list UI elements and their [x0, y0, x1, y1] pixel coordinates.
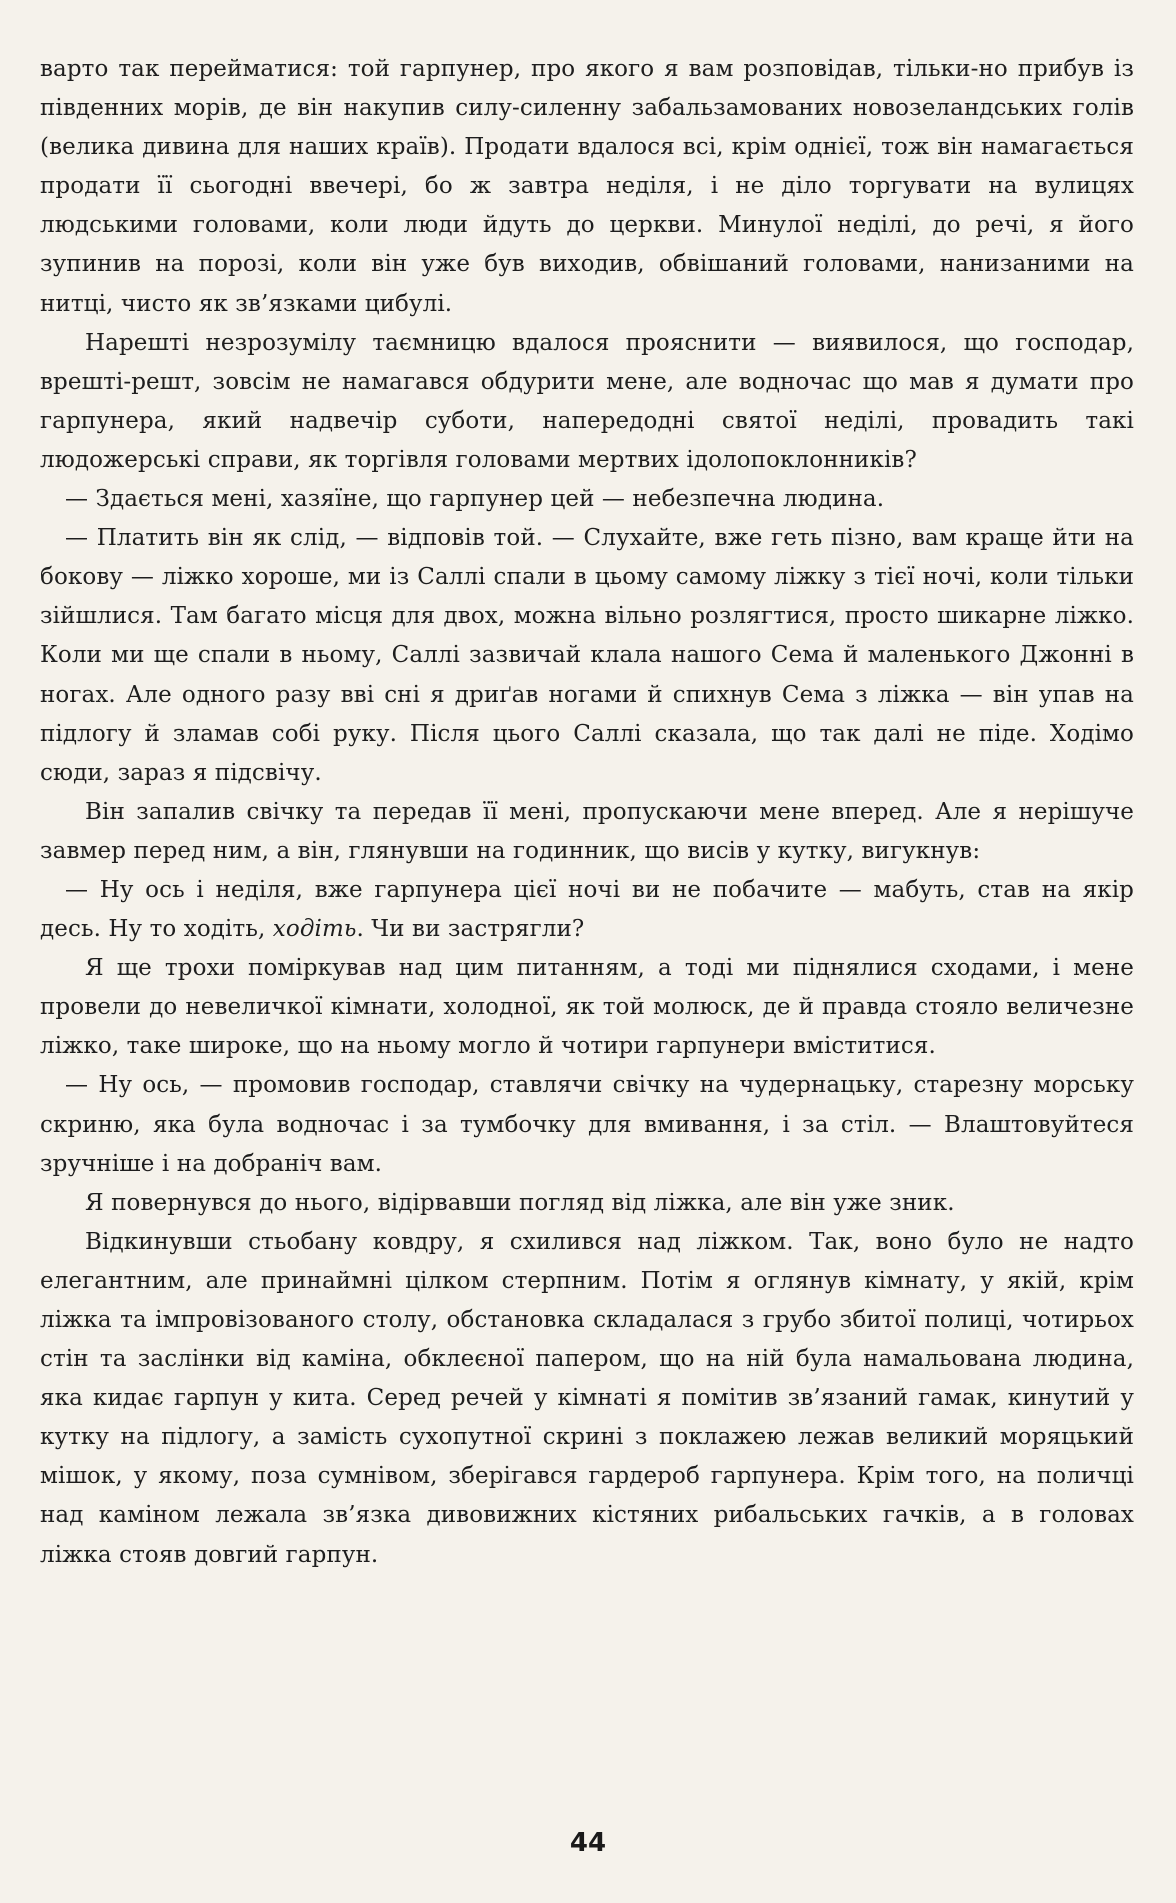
page-number: 44 [569, 1828, 607, 1858]
paragraph-4: Я ще трохи поміркував над цим питанням, а тоді ми піднялися сходами, і мене провели до невеличкої кімнати, холодної, як той молюск, де й правда стояло величезне ліжко, таке широке, що на ньому могло й чотири гарпунери вміститися. [40, 955, 1134, 1060]
dialog-line-3-emphasis: ходіть [272, 916, 357, 943]
paragraph-2: Нарешті незрозумілу таємницю вдалося прояснити — виявилося, що господар, врешті-решт, зовсім не намагався обдурити мене, але водночас що мав я думати про гарпунера, який надвечір суботи, напередодні святої неділі, провадить такі людожерські справи, як торгівля головами мертвих ідолопоклонників? [40, 329, 1134, 473]
dialog-line-3 [40, 871, 1134, 949]
paragraph-5: Я повернувся до нього, відірвавши погляд від ліжка, але він уже зник. [85, 1189, 955, 1216]
dialog-line-2: — Платить він як слід, — відповів той. — Слухайте, вже геть пізно, вам краще йти на бокову — ліжко хороше, ми із Саллі спали в цьому самому ліжку з тієї ночі, коли тільки зійшлися. Там багато місця для двох, можна вільно розлягтися, просто шикарне ліжко. Коли ми ще спали в ньому, Саллі зазвичай клала нашого Сема й маленького Джонні в ногах. Але одного разу вві сні я дриґав ногами й спихнув Сема з ліжка — він упав на підлогу й зламав собі руку. Після цього Саллі сказала, що так далі не піде. Ходімо сюди, зараз я підсвічу. [40, 525, 1134, 786]
dialog-line-1: — Здається мені, хазяїне, що гарпунер цей — небезпечна людина. [65, 486, 885, 513]
paragraph-6: Відкинувши стьобану ковдру, я схилився над ліжком. Так, воно було не надто елегантним, але принаймні цілком стерпним. Потім я оглянув кімнату, у якій, крім ліжка та імпровізованого столу, обстановка складалася з грубо збитої полиці, чотирьох стін та заслінки від каміна, обклеєної папером, що на ній була намальована людина, яка кидає гарпун у кита. Серед речей у кімнаті я помітив зв’язаний гамак, кинутий у кутку на підлогу, а замість сухопутної скрині з поклажею лежав великий моряцький мішок, у якому, поза сумнівом, зберігався гардероб гарпунера. Крім того, на поличці над каміном лежала зв’язка дивовижних кістяних рибальських гачків, а в головах ліжка стояв довгий гарпун. [40, 1228, 1134, 1568]
paragraph-3: Він запалив свічку та передав її мені, пропускаючи мене вперед. Але я нерішуче завмер перед ним, а він, глянувши на годинник, що висів у кутку, вигукнув: [40, 798, 1134, 864]
dialog-line-3-before: — Ну ось і неділя, вже гарпунера цієї ночі ви не побачите — мабуть, став на якір десь. Ну то ходіть, [40, 876, 1134, 943]
body-text [40, 50, 1134, 1575]
dialog-line-3-after: . Чи ви застрягли? [356, 916, 585, 943]
paragraph-1: варто так перейматися: той гарпунер, про якого я вам розповідав, тільки-но прибув із південних морів, де він накупив силу-силенну забальзамованих новозеландських голів (велика дивина для наших країв). Продати вдалося всі, крім однієї, тож він намагається продати її сьогодні ввечері, бо ж завтра неділя, і не діло торгувати на вулицях людськими головами, коли люди йдуть до церкви. Минулої неділі, до речі, я його зупинив на порозі, коли він уже був виходив, обвішаний головами, нанизаними на нитці, чисто як зв’язками цибулі. [40, 56, 1134, 317]
dialog-line-4: — Ну ось, — промовив господар, ставлячи свічку на чудернацьку, старезну морську скриню, яка була водночас і за тумбочку для вмивання, і за стіл. — Влаштовуйтеся зручніше і на добраніч вам. [40, 1072, 1134, 1177]
